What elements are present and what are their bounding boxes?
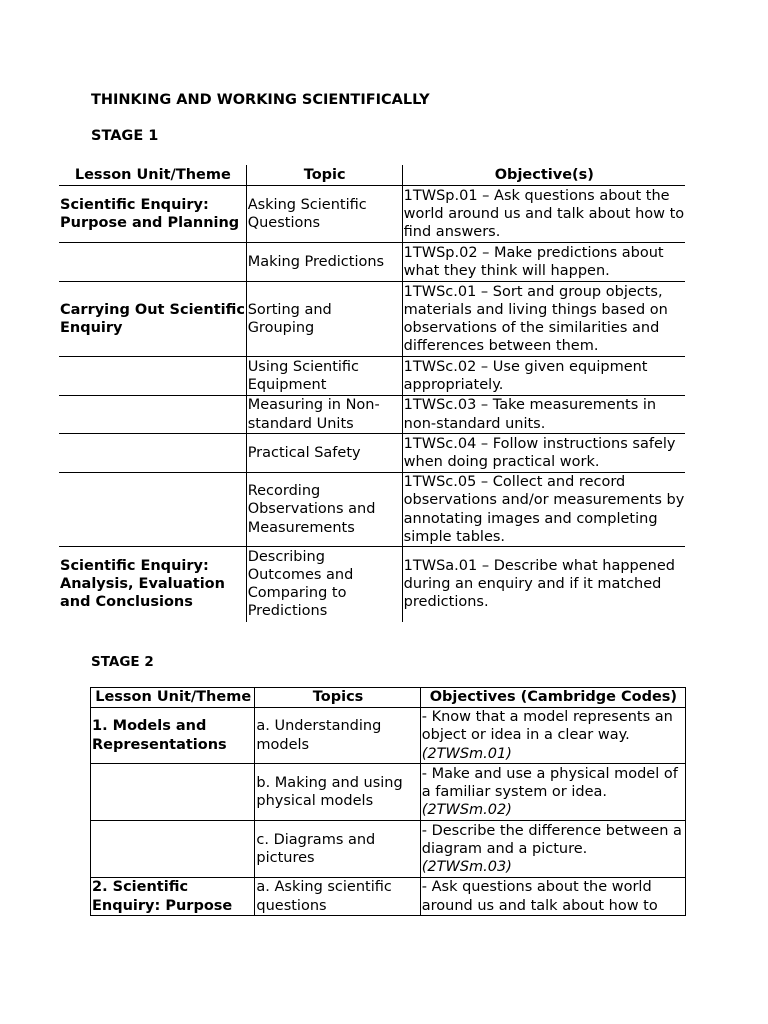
stage-1-heading: STAGE 1 (91, 128, 159, 144)
theme-cell: Scientific Enquiry: Analysis, Evaluation and Conclusions (60, 557, 225, 611)
table-row (59, 357, 685, 396)
column-header-objectives: Objective(s) (402, 165, 685, 186)
table-row (91, 821, 686, 878)
column-header-objectives: Objectives (Cambridge Codes) (420, 688, 685, 708)
objective-cell: 1TWSp.01 – Ask questions about the world around us and talk about how to find answers. (402, 186, 685, 243)
stage-1-table (59, 165, 685, 622)
column-header-theme: Lesson Unit/Theme (91, 688, 255, 708)
objective-cell: 1TWSc.03 – Take measurements in non-standard units. (402, 396, 685, 434)
topic-cell: Sorting and Grouping (246, 282, 402, 357)
table-row (59, 473, 685, 547)
cambridge-code: (2TWSm.03) (421, 859, 512, 876)
theme-cell: 2. Scientific Enquiry: Purpose (91, 878, 255, 916)
theme-cell (59, 434, 246, 473)
stage-2-table (90, 687, 686, 916)
table-row (59, 282, 685, 357)
table-row (91, 708, 686, 764)
topic-cell: Measuring in Non-standard Units (246, 396, 402, 434)
topic-cell: c. Diagrams and pictures (255, 821, 420, 878)
objective-cell (420, 821, 685, 878)
page-title: THINKING AND WORKING SCIENTIFICALLY (91, 92, 430, 108)
theme-cell (59, 243, 246, 282)
objective-cell: 1TWSp.02 – Make predictions about what they think will happen. (402, 243, 685, 282)
column-header-topics: Topics (255, 688, 420, 708)
table-row (59, 434, 685, 473)
objective-cell: 1TWSc.05 – Collect and record observations and/or measurements by annotating images and completing simple tables. (403, 474, 685, 545)
cambridge-code: (2TWSm.01) (421, 745, 512, 762)
theme-cell (59, 473, 246, 547)
table-header-row (59, 165, 685, 186)
topic-cell: Making Predictions (246, 243, 402, 282)
objective-cell: 1TWSa.01 – Describe what happened during an enquiry and if it matched predictions. (402, 547, 685, 622)
topic-cell: Using Scientific Equipment (246, 357, 402, 396)
topic-cell: Recording Observations and Measurements (246, 473, 402, 547)
theme-cell: 1. Models and Representations (91, 708, 255, 764)
theme-cell: Carrying Out Scientific Enquiry (59, 282, 246, 357)
column-header-topic: Topic (246, 165, 402, 186)
table-row (59, 396, 685, 434)
table-row (59, 243, 685, 282)
table-header-row (91, 688, 686, 708)
topic-cell: b. Making and using physical models (255, 764, 420, 821)
objective-cell (420, 764, 685, 821)
theme-cell: Scientific Enquiry: Purpose and Planning (59, 186, 246, 243)
topic-cell: Describing Outcomes and Comparing to Predictions (246, 547, 402, 622)
objective-cell (420, 708, 685, 764)
topic-cell: a. Understanding models (255, 708, 420, 764)
theme-cell (59, 357, 246, 396)
topic-cell: Asking Scientific Questions (246, 186, 402, 243)
objective-cell: 1TWSc.01 – Sort and group objects, materials and living things based on observations of the similarities and differences between them. (402, 282, 685, 357)
table-row (91, 878, 686, 916)
stage-2-heading: STAGE 2 (91, 654, 154, 670)
objective-cell: 1TWSc.04 – Follow instructions safely when doing practical work. (402, 434, 685, 473)
column-header-theme: Lesson Unit/Theme (59, 165, 246, 186)
topic-cell: a. Asking scientific questions (255, 878, 420, 916)
theme-cell (91, 764, 255, 821)
theme-cell (91, 821, 255, 878)
table-row (91, 764, 686, 821)
objective-cell: 1TWSc.02 – Use given equipment appropriately. (402, 357, 685, 396)
objective-text: - Know that a model represents an object or idea in a clear way. (421, 709, 673, 744)
objective-text: - Make and use a physical model of a familiar system or idea. (421, 765, 678, 800)
table-row (59, 186, 685, 243)
table-row (59, 547, 685, 622)
theme-cell (59, 396, 246, 434)
topic-cell: Practical Safety (246, 434, 402, 473)
objective-cell: - Ask questions about the world around us and talk about how to (420, 878, 685, 916)
cambridge-code: (2TWSm.02) (421, 802, 512, 819)
objective-text: - Describe the difference between a diagram and a picture. (421, 822, 682, 857)
